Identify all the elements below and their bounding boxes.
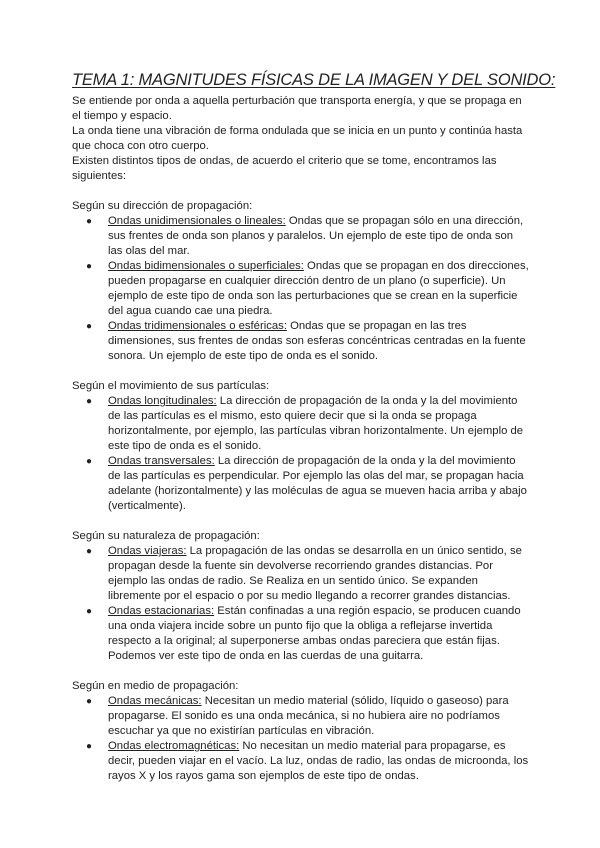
item-text: La propagación de las ondas se desarrolla en un único sentido, se propagan desde la fuente sin devolverse recorriendo grandes distancias. Por ejemplo las ondas de radio. Se Realiza en un sentido único. Se expanden libremente por el espacio o por su medio llegando a recorrer grandes distancias. [108,545,522,602]
bullet-icon: ● [86,696,93,707]
section-heading: Según en medio de propagación: [72,680,239,692]
term-label: Ondas viajeras: [108,545,187,557]
bullet-icon: ● [86,546,93,557]
item-text: Necesitan un medio material (sólido, líquido o gaseoso) para propagarse. El sonido es una onda mecánica, si no hubiera aire no podríamos escuchar ya que no existirían partículas en vibración. [108,695,509,737]
list-item [72,454,530,514]
term-label: Ondas tridimensionales o esféricas: [108,320,287,332]
bullet-icon: ● [86,456,93,467]
term-label: Ondas bidimensionales o superficiales: [108,260,304,272]
term-label: Ondas estacionarias: [108,605,215,617]
intro-paragraph: Existen distintos tipos de ondas, de acuerdo el criterio que se tome, encontramos las siguientes: [72,155,497,182]
item-text: Ondas que se propagan en las tres dimensiones, sus frentes de ondas son esferas concéntricas centradas en la fuente sonora. Un ejemplo de este tipo de onda es el sonido. [108,320,526,362]
section-heading: Según su dirección de propagación: [72,200,253,212]
list-item [72,214,530,259]
term-label: Ondas electromagnéticas: [108,740,240,752]
list-item [72,394,530,454]
page-title: TEMA 1: MAGNITUDES FÍSICAS DE LA IMAGEN Y DEL SONIDO: [72,71,556,89]
bullet-icon: ● [86,606,93,617]
bullet-icon: ● [86,261,93,272]
term-label: Ondas longitudinales: [108,395,217,407]
intro-paragraph: La onda tiene una vibración de forma ondulada que se inicia en un punto y continúa hasta que choca con otro cuerpo. [72,125,523,152]
bullet-icon: ● [86,216,93,227]
bullet-list [72,214,530,364]
item-text: Están confinadas a una región espacio, se producen cuando una onda viajera incide sobre un punto fijo que la obliga a reflejarse invertida respecto a la original; al superponerse ambas ondas pareciera que están fijas. Podemos ver este tipo de onda en las cuerdas de una guitarra. [108,605,521,662]
list-item [72,259,530,319]
bullet-list [72,544,530,664]
term-label: Ondas transversales: [108,455,215,467]
bullet-list [72,394,530,514]
bullet-icon: ● [86,321,93,332]
intro-paragraph: Se entiende por onda a aquella perturbación que transporta energía, y que se propaga en el tiempo y espacio. [72,95,522,122]
list-item [72,694,530,739]
bullet-icon: ● [86,396,93,407]
item-text: Ondas que se propagan sólo en una dirección, sus frentes de onda son planos y paralelos. Un ejemplo de este tipo de onda son las olas del mar. [108,215,524,257]
term-label: Ondas unidimensionales o lineales: [108,215,286,227]
item-text: No necesitan un medio material para propagarse, es decir, pueden viajar en el vacío. La luz, ondas de radio, las ondas de microonda, los rayos X y los rayos gama son ejemplos de este tipo de ondas. [108,740,529,782]
item-text: La dirección de propagación de la onda y la del movimiento de las partículas es el mismo, esto quiere decir que si la onda se propaga horizontalmente, por ejemplo, las partículas vibran horizontalmente. Un ejemplo de este tipo de onda es el sonido. [108,395,524,452]
item-text: Ondas que se propagan en dos direcciones, pueden propagarse en cualquier dirección dentro de un plano (o superficie). Un ejemplo de este tipo de onda son las perturbaciones que se crean en la superficie del agua cuando cae una piedra. [108,260,529,317]
list-item [72,739,530,784]
term-label: Ondas mecánicas: [108,695,202,707]
list-item [72,319,530,364]
list-item [72,604,530,664]
bullet-icon: ● [86,741,93,752]
section-heading: Según el movimiento de sus partículas: [72,380,270,392]
section-heading: Según su naturaleza de propagación: [72,530,260,542]
bullet-list [72,694,530,784]
list-item [72,544,530,604]
item-text: La dirección de propagación de la onda y la del movimiento de las partículas es perpendicular. Por ejemplo las olas del mar, se propagan hacia adelante (horizontalmente) y las moléculas de agua se mueven hacia arriba y abajo (verticalmente). [108,455,527,512]
